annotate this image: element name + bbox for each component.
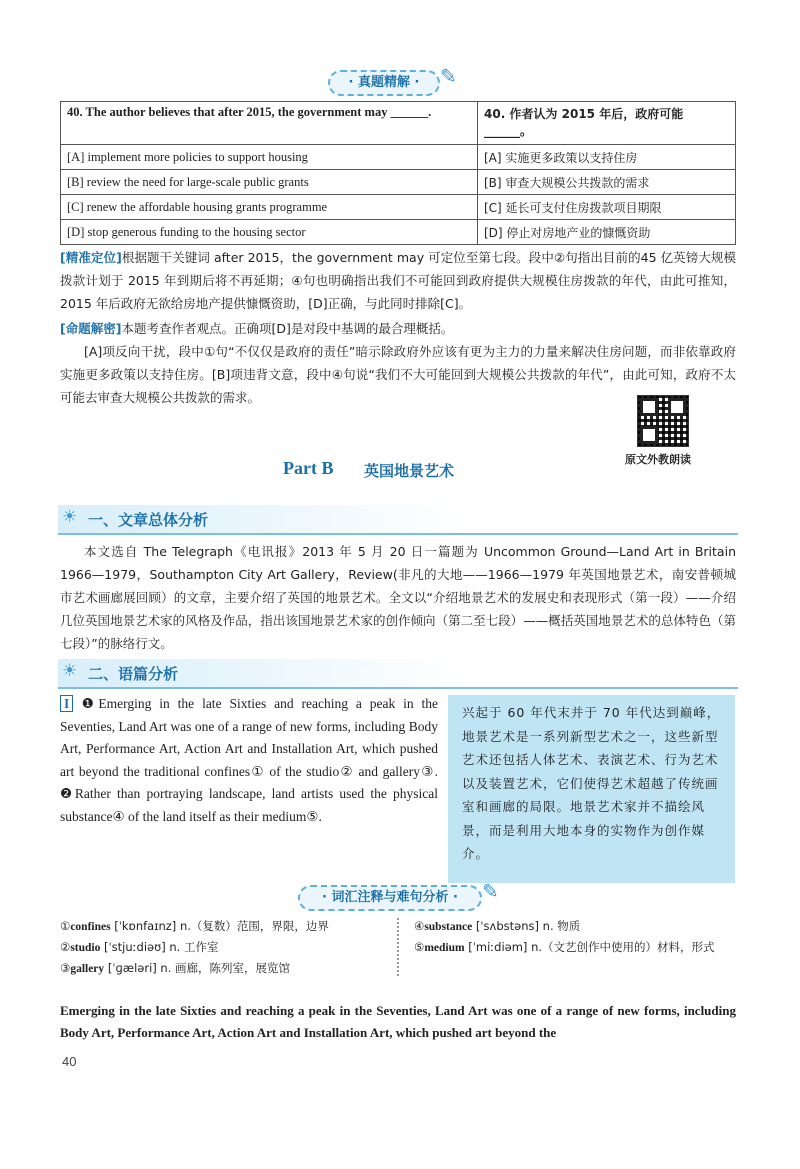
- vocab-divider: [397, 918, 405, 976]
- part-subtitle: 英国地景艺术: [364, 462, 455, 480]
- paragraph-marker: I: [60, 695, 73, 712]
- qr-code-icon[interactable]: [637, 395, 689, 447]
- section-header-discourse: [58, 659, 738, 689]
- intent-tag: [命题解密]: [60, 321, 122, 336]
- difficult-sentence: Emerging in the late Sixties and reaching a peak in the Seventies, Land Art was one of a range of new forms, including Body Art, Performance Art, Action Art and Installation Art, which pushed art beyond the: [60, 1003, 736, 1040]
- part-title: Part B: [283, 458, 334, 478]
- feather-icon: ✎: [440, 64, 457, 88]
- lightbulb-icon: ☀: [62, 507, 78, 527]
- table-row: [61, 220, 736, 245]
- option-c-en: [C] renew the affordable housing grants programme: [61, 195, 478, 220]
- vocab-item: ③gallery [ˈɡæləri] n. 画廊，陈列室，展览馆: [60, 961, 291, 975]
- intent-text: 本题考查作者观点。正确项[D]是对段中基调的最合理概括。: [121, 321, 454, 336]
- option-c-cn: [C] 延长可支付住房拨款项目期限: [478, 195, 736, 220]
- option-d-cn: [D] 停止对房地产业的慷慨资助: [478, 220, 736, 245]
- locate-text: 根据题干关键词 after 2015，the government may 可定位至第七段。段中②句指出目前的45 亿英镑大规模拨款计划于 2015 年到期后将不再延期；④句也明确指出我们不可能回到政府提供大规模住房拨款的年代，由此可推知，2015 年后政府无欲给房地产提供慷慨资助，[D]正确，与此同时排除[C]。: [60, 250, 736, 311]
- table-row: [61, 145, 736, 170]
- locate-tag: [精准定位]: [60, 250, 122, 265]
- lightbulb-icon: ☀: [62, 661, 78, 681]
- english-passage: [60, 693, 438, 828]
- section1-text: 本文选自 The Telegraph《电讯报》2013 年 5 月 20 日一篇题为 Uncommon Ground—Land Art in Britain 1966—1979，Southampton City Art Gallery，Review(非凡的大地——1966—1979 年英国地景艺术，南安普顿城市艺术画廊展回顾）的文章，主要介绍了英国的地景艺术。全文以“介绍地景艺术的发展史和表现形式（第一段）——介绍几位英国地景艺术家的风格及作品，指出该国地景艺术家的创作倾向（第二至七段）——概括英国地景艺术的总体特色（第七段）”的脉络行文。: [60, 544, 736, 651]
- analysis-intent: [60, 317, 736, 340]
- section-header-overall: [58, 505, 738, 535]
- option-a-en: [A] implement more policies to support housing: [61, 145, 478, 170]
- chinese-translation-text: 兴起于 60 年代末并于 70 年代达到巅峰，地景艺术是一系列新型艺术之一，这些新型艺术还包括人体艺术、表演艺术、行为艺术以及装置艺术，它们使得艺术超越了传统画室和画廊的局限。地景艺术家并不描绘风景，而是利用大地本身的实物作为创作媒介。: [462, 705, 721, 861]
- table-row: [61, 195, 736, 220]
- section-title: 一、文章总体分析: [88, 511, 209, 529]
- distract-text: [A]项反向干扰，段中①句“不仅仅是政府的责任”暗示除政府外应该有更为主力的力量来解决住房问题，而非依靠政府实施更多政策以支持住房。[B]项违背文意，段中④句说“我们不大可能回到大规模公共拨款的年代”，由此可知，政府不太可能去审查大规模公共拨款的需求。: [60, 344, 736, 405]
- question-table: [60, 101, 736, 245]
- option-a-cn: [A] 实施更多政策以支持住房: [478, 145, 736, 170]
- vocab-item: ⑤medium [ˈmiːdiəm] n.（文艺创作中使用的）材料，形式: [414, 940, 715, 954]
- vocab-list-right: [414, 916, 736, 958]
- vocab-item: ②studio [ˈstjuːdiəʊ] n. 工作室: [60, 940, 219, 954]
- vocab-list-left: [60, 916, 390, 979]
- vocab-item: ①confines [ˈkɒnfaɪnz] n.（复数）范围，界限，边界: [60, 919, 329, 933]
- section-pill-vocab: [298, 885, 482, 911]
- chinese-translation: [448, 695, 735, 883]
- feather-icon: ✎: [482, 879, 499, 903]
- analysis-distract: [60, 340, 736, 409]
- english-passage-text: ❶Emerging in the late Sixties and reaching a peak in the Seventies, Land Art was one of a range of new forms, including Body Art, Performance Art, Action Art and Installation Art, which pushed art beyond the traditional confines① of the studio② and gallery③. ❷Rather than portraying landscape, land artists used the physical substance④ of the land itself as their medium⑤.: [60, 696, 438, 824]
- table-row: [61, 170, 736, 195]
- section-pill-zhenti: [328, 70, 440, 96]
- analysis-locate: [60, 246, 736, 315]
- option-d-en: [D] stop generous funding to the housing sector: [61, 220, 478, 245]
- section-pill-label: · 词汇注释与难句分析 ·: [322, 890, 458, 905]
- table-row: [61, 102, 736, 145]
- option-b-en: [B] review the need for large-scale public grants: [61, 170, 478, 195]
- option-b-cn: [B] 审查大规模公共拨款的需求: [478, 170, 736, 195]
- question-stem-en: 40. The author believes that after 2015, the government may ______.: [61, 102, 478, 145]
- page-number: 40: [62, 1054, 77, 1069]
- question-stem-cn: 40. 作者认为 2015 年后，政府可能______。: [478, 102, 736, 145]
- section-title: 二、语篇分析: [88, 665, 179, 683]
- vocab-item: ④substance [ˈsʌbstəns] n. 物质: [414, 919, 581, 933]
- qr-caption: 原文外教朗读: [625, 453, 691, 466]
- section-pill-label: · 真题精解 ·: [348, 75, 420, 90]
